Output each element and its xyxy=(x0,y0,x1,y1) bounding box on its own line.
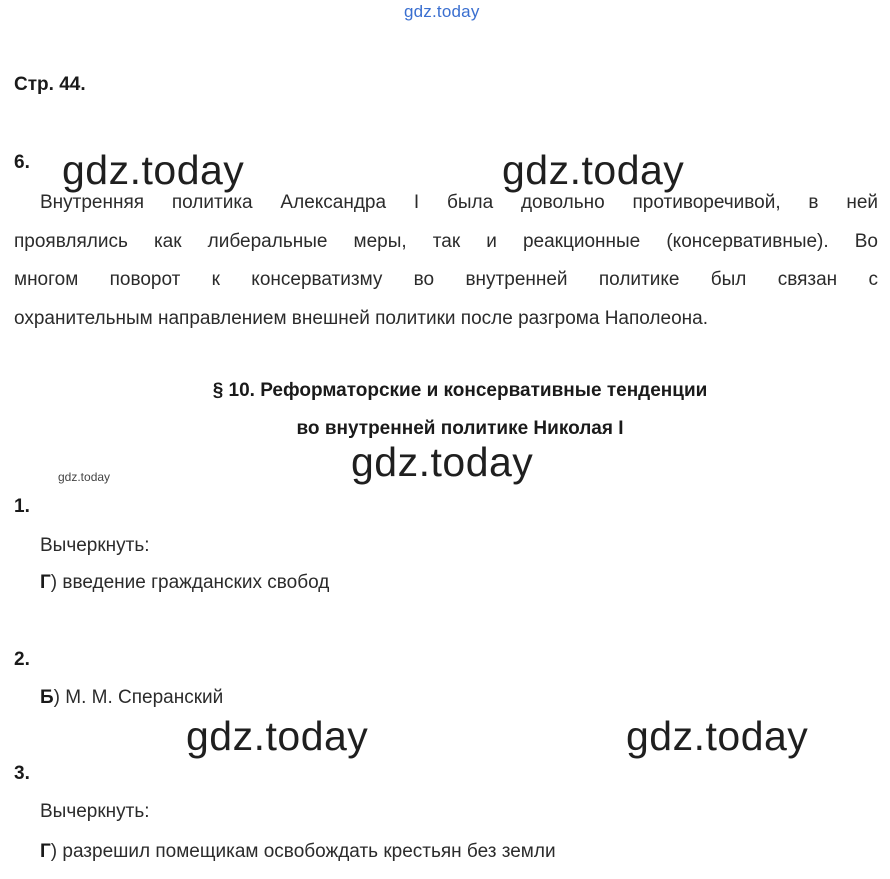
answer-3-letter: Г xyxy=(40,841,51,862)
watermark-top: gdz.today xyxy=(404,2,480,21)
answer-1-choice xyxy=(40,572,329,594)
section-title-line-2: во внутренней политике Николая I xyxy=(296,418,624,439)
answer-1-text: ) введение гражданских свобод xyxy=(50,572,330,593)
answer-3-label: Вычеркнуть: xyxy=(40,801,150,822)
page-reference: Стр. 44. xyxy=(14,74,86,95)
answer-1-number: 1. xyxy=(14,496,30,517)
task-6-paragraph xyxy=(14,184,878,338)
paragraph-line: проявлялись как либеральные меры, так и реакционные (консервативные). Во xyxy=(14,230,878,252)
watermark-small: gdz.today xyxy=(58,470,111,484)
paragraph-line: многом поворот к консерватизму во внутренней политике был связан с xyxy=(14,269,878,290)
answer-2-text: ) М. М. Сперанский xyxy=(53,687,224,708)
answer-1-letter: Г xyxy=(40,572,51,593)
answer-1-label: Вычеркнуть: xyxy=(40,535,150,556)
answer-2-letter: Б xyxy=(40,687,54,708)
answer-2-number: 2. xyxy=(14,649,30,670)
task-6-number: 6. xyxy=(14,152,30,173)
watermark-large: gdz.today xyxy=(186,713,369,759)
answer-3-choice xyxy=(40,841,556,863)
watermark-large: gdz.today xyxy=(502,147,685,193)
answer-2-choice xyxy=(40,687,223,709)
answer-3-text: ) разрешил помещикам освобождать крестьян без земли xyxy=(50,841,556,862)
paragraph-line: охранительным направлением внешней политики после разгрома Наполеона. xyxy=(14,307,708,329)
watermark-large: gdz.today xyxy=(351,439,534,485)
watermark-large: gdz.today xyxy=(626,713,809,759)
section-title-line-1: § 10. Реформаторские и консервативные тенденции xyxy=(212,380,708,401)
watermark-large: gdz.today xyxy=(62,147,245,193)
answer-3-number: 3. xyxy=(14,763,30,784)
paragraph-line: Внутренняя политика Александра I была довольно противоречивой, в ней xyxy=(40,192,878,213)
